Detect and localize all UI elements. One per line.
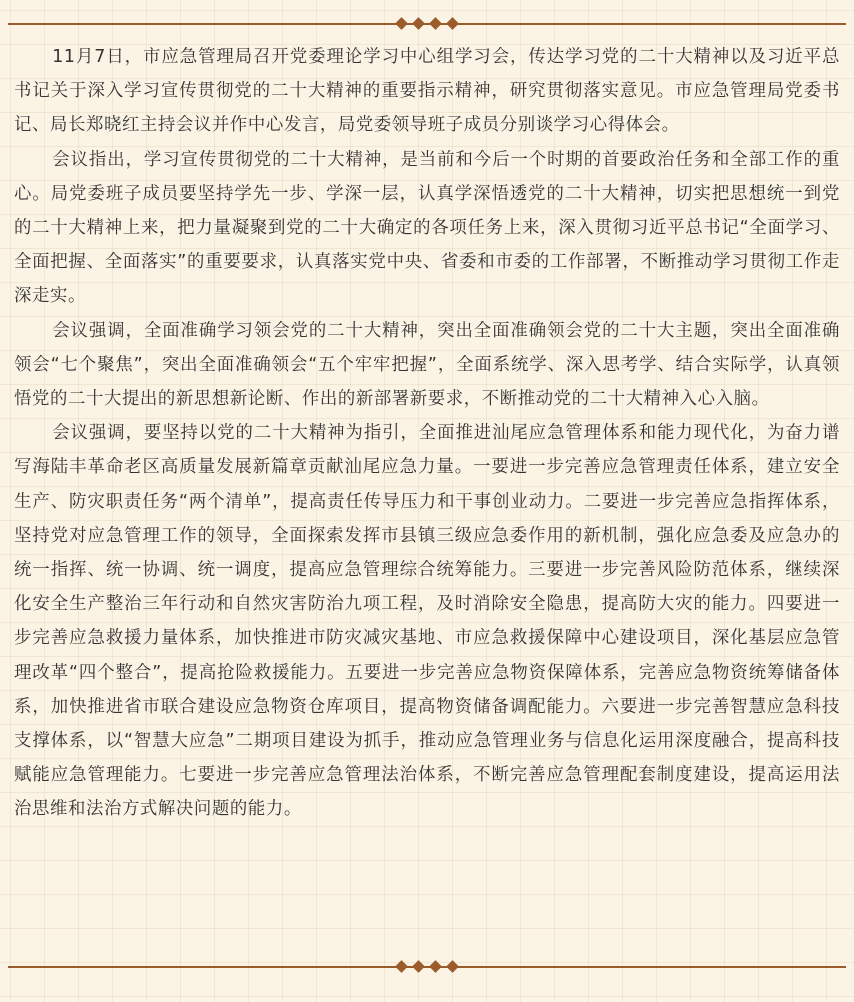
diamond-icon — [412, 960, 425, 973]
diamond-icon — [446, 960, 459, 973]
diamond-icon — [429, 17, 442, 30]
diamond-icon — [395, 17, 408, 30]
article-body — [14, 40, 840, 827]
bottom-ornament-divider — [8, 959, 846, 975]
diamond-icon — [446, 17, 459, 30]
diamond-icon — [429, 960, 442, 973]
top-diamond-group — [389, 16, 465, 28]
article-paragraph: 会议强调，要坚持以党的二十大精神为指引，全面推进汕尾应急管理体系和能力现代化，为奋力谱写海陆丰革命老区高质量发展新篇章贡献汕尾应急力量。一要进一步完善应急管理责任体系，建立安全生产、防灾职责任务“两个清单”，提高责任传导压力和干事创业动力。二要进一步完善应急指挥体系，坚持党对应急管理工作的领导，全面探索发挥市县镇三级应急委作用的新机制，强化应急委及应急办的统一指挥、统一协调、统一调度，提高应急管理综合统筹能力。三要进一步完善风险防范体系，继续深化安全生产整治三年行动和自然灾害防治九项工程，及时消除安全隐患，提高防大灾的能力。四要进一步完善应急救援力量体系，加快推进市防灾减灾基地、市应急救援保障中心建设项目，深化基层应急管理改革“四个整合”，提高抢险救援能力。五要进一步完善应急物资保障体系，完善应急物资统筹储备体系，加快推进省市联合建设应急物资仓库项目，提高物资储备调配能力。六要进一步完善智慧应急科技支撑体系，以“智慧大应急”二期项目建设为抓手，推动应急管理业务与信息化运用深度融合，提高科技赋能应急管理能力。七要进一步完善应急管理法治体系，不断完善应急管理配套制度建设，提高运用法治思维和法治方式解决问题的能力。 — [14, 423, 840, 820]
diamond-icon — [395, 960, 408, 973]
diamond-icon — [412, 17, 425, 30]
top-ornament-divider — [8, 16, 846, 32]
article-paragraph: 会议指出，学习宣传贯彻党的二十大精神，是当前和今后一个时期的首要政治任务和全部工作的重心。局党委班子成员要坚持学先一步、学深一层，认真学深悟透党的二十大精神，切实把思想统一到党的二十大精神上来，把力量凝聚到党的二十大确定的各项任务上来，深入贯彻习近平总书记“全面学习、全面把握、全面落实”的重要要求，认真落实党中央、省委和市委的工作部署，不断推动学习贯彻工作走深走实。 — [14, 149, 840, 307]
article-paragraph: 11月7日，市应急管理局召开党委理论学习中心组学习会，传达学习党的二十大精神以及习近平总书记关于深入学习宣传贯彻党的二十大精神的重要指示精神，研究贯彻落实意见。市应急管理局党委书记、局长郑晓红主持会议并作中心发言，局党委领导班子成员分别谈学习心得体会。 — [14, 47, 840, 136]
article-paragraph: 会议强调，全面准确学习领会党的二十大精神，突出全面准确领会党的二十大主题，突出全面准确领会“七个聚焦”，突出全面准确领会“五个牢牢把握”，全面系统学、深入思考学、结合实际学，认真领悟党的二十大提出的新思想新论断、作出的新部署新要求，不断推动党的二十大精神入心入脑。 — [14, 320, 840, 410]
bottom-diamond-group — [389, 959, 465, 971]
